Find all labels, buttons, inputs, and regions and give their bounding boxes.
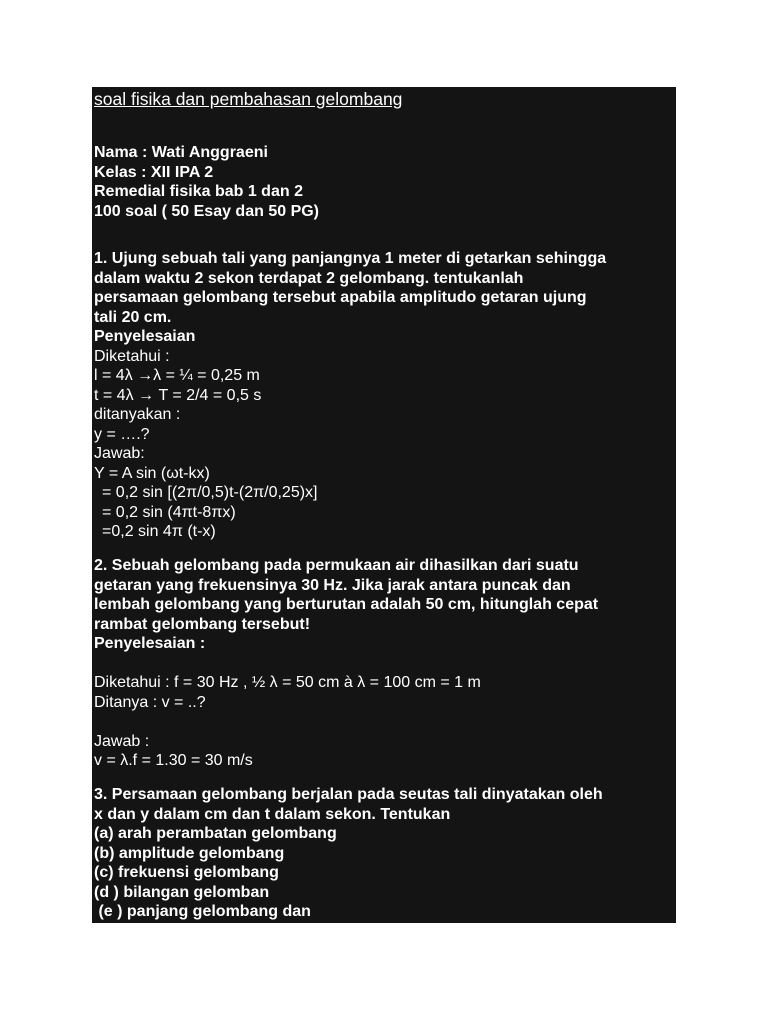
question-3-item: (d ) bilangan gelomban: [94, 883, 270, 901]
equation-line: Y = A sin (ωt-kx): [94, 464, 210, 482]
question-1-line: dalam waktu 2 sekon terdapat 2 gelombang. tentukanlah: [94, 269, 524, 287]
answer-label: Jawab:: [94, 445, 145, 462]
student-info: [94, 143, 674, 221]
question-2-line: rambat gelombang tersebut!: [94, 615, 311, 633]
remedial-info: Remedial fisika bab 1 dan 2: [94, 183, 303, 200]
question-2-line: lembah gelombang yang berturutan adalah 50 cm, hitunglah cepat: [94, 596, 599, 613]
question-2-line: getaran yang frekuensinya 30 Hz. Jika jarak antara puncak dan: [94, 576, 571, 594]
question-3-line: x dan y dalam cm dan t dalam sekon. Tentukan: [94, 805, 451, 823]
question-3-item: (b) amplitude gelombang: [94, 844, 285, 862]
given-time: t = 4λ → T = 2/4 = 0,5 s: [94, 386, 262, 404]
asked-value: y = ….?: [94, 425, 150, 443]
question-3-line: 3. Persamaan gelombang berjalan pada seutas tali dinyatakan oleh: [94, 786, 603, 803]
question-1: [94, 249, 674, 542]
question-1-line: 1. Ujung sebuah tali yang panjangnya 1 meter di getarkan sehingga: [94, 250, 607, 267]
given-line: Diketahui : f = 30 Hz , ½ λ = 50 cm à λ = 100 cm = 1 m: [94, 674, 481, 691]
answer-value: v = λ.f = 1.30 = 30 m/s: [94, 752, 253, 769]
document-title: soal fisika dan pembahasan gelombang: [94, 89, 403, 109]
asked-line: Ditanya : v = ..?: [94, 693, 206, 711]
answer-label: Jawab :: [94, 732, 150, 750]
document-page: [92, 87, 676, 923]
question-2-line: 2. Sebuah gelombang pada permukaan air dihasilkan dari suatu: [94, 557, 579, 574]
asked-label: ditanyakan :: [94, 406, 181, 423]
question-count: 100 soal ( 50 Esay dan 50 PG): [94, 202, 320, 220]
equation-line: =0,2 sin 4π (t-x): [102, 523, 216, 540]
equation-line: = 0,2 sin (4πt-8πx): [102, 503, 236, 521]
student-class: Kelas : XII IPA 2: [94, 163, 214, 181]
given-label: Diketahui :: [94, 347, 170, 365]
question-2: [94, 556, 674, 771]
question-1-line: persamaan gelombang tersebut apabila amplitudo getaran ujung: [94, 289, 587, 306]
solution-heading: Penyelesaian :: [94, 635, 206, 652]
question-1-line: tali 20 cm.: [94, 308, 172, 326]
question-3: [94, 785, 674, 922]
given-length: l = 4λ →λ = ¼ = 0,25 m: [94, 367, 260, 384]
student-name: Nama : Wati Anggraeni: [94, 144, 268, 161]
question-3-item: (c) frekuensi gelombang: [94, 864, 279, 881]
question-3-item: (e ) panjang gelombang dan: [94, 903, 311, 920]
question-3-item: (a) arah perambatan gelombang: [94, 825, 337, 842]
equation-line: = 0,2 sin [(2π/0,5)t-(2π/0,25)x]: [102, 484, 318, 501]
solution-heading: Penyelesaian: [94, 328, 196, 345]
